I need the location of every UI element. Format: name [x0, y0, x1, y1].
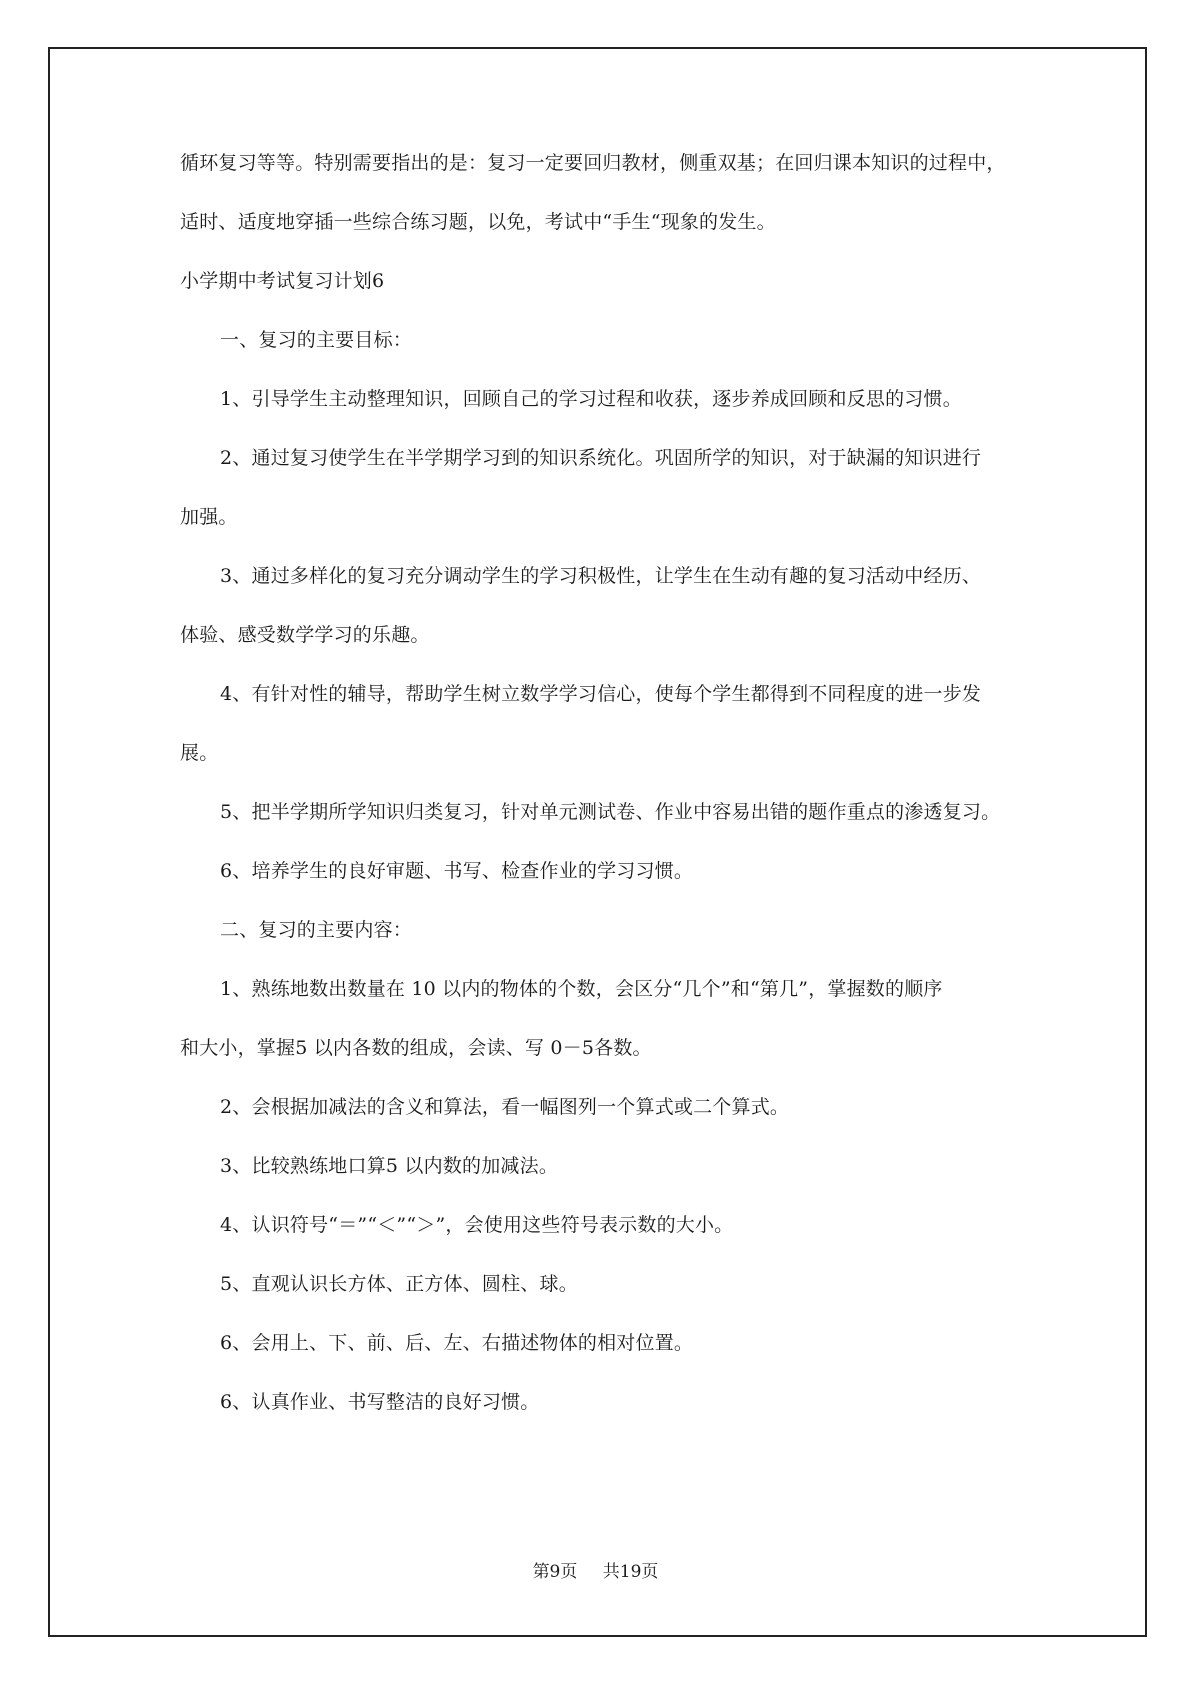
body-line: 加强。 [180, 506, 238, 528]
body-line: 4、有针对性的辅导，帮助学生树立数学学习信心，使每个学生都得到不同程度的进一步发 [220, 683, 982, 705]
body-line: 5、直观认识长方体、正方体、圆柱、球。 [220, 1273, 578, 1295]
body-line: 和大小，掌握5 以内各数的组成，会读、写 0－5各数。 [180, 1037, 652, 1059]
heading-content: 二、复习的主要内容： [220, 919, 413, 941]
body-line: 6、会用上、下、前、后、左、右描述物体的相对位置。 [220, 1332, 694, 1354]
body-line: 展。 [180, 742, 219, 764]
page-footer [0, 1560, 1191, 1584]
body-line: 适时、适度地穿插一些综合练习题，以免，考试中“手生“现象的发生。 [180, 211, 776, 233]
body-line: 6、认真作业、书写整洁的良好习惯。 [220, 1391, 540, 1413]
page-number: 第9页 [532, 1562, 578, 1582]
body-line: 5、把半学期所学知识归类复习，针对单元测试卷、作业中容易出错的题作重点的渗透复习。 [220, 801, 1001, 823]
body-line: 6、培养学生的良好审题、书写、检查作业的学习习惯。 [220, 860, 694, 882]
section-title: 小学期中考试复习计划6 [180, 270, 385, 292]
body-line: 2、会根据加减法的含义和算法，看一幅图列一个算式或二个算式。 [220, 1096, 790, 1118]
body-line: 2、通过复习使学生在半学期学习到的知识系统化。巩固所学的知识，对于缺漏的知识进行 [220, 447, 982, 469]
body-line: 1、熟练地数出数量在 10 以内的物体的个数，会区分“几个”和“第几”，掌握数的顺序 [220, 978, 943, 1000]
body-line: 3、通过多样化的复习充分调动学生的学习积极性，让学生在生动有趣的复习活动中经历、 [220, 565, 982, 587]
body-line: 4、认识符号“＝”“＜”“＞”，会使用这些符号表示数的大小。 [220, 1214, 734, 1236]
heading-goals: 一、复习的主要目标： [220, 329, 413, 351]
body-line: 3、比较熟练地口算5 以内数的加减法。 [220, 1155, 559, 1177]
page-total: 共19页 [602, 1562, 659, 1582]
body-line: 循环复习等等。特别需要指出的是：复习一定要回归教材，侧重双基；在回归课本知识的过程中， [180, 152, 1006, 174]
body-line: 1、引导学生主动整理知识，回顾自己的学习过程和收获，逐步养成回顾和反思的习惯。 [220, 388, 962, 410]
body-line: 体验、感受数学学习的乐趣。 [180, 624, 430, 646]
